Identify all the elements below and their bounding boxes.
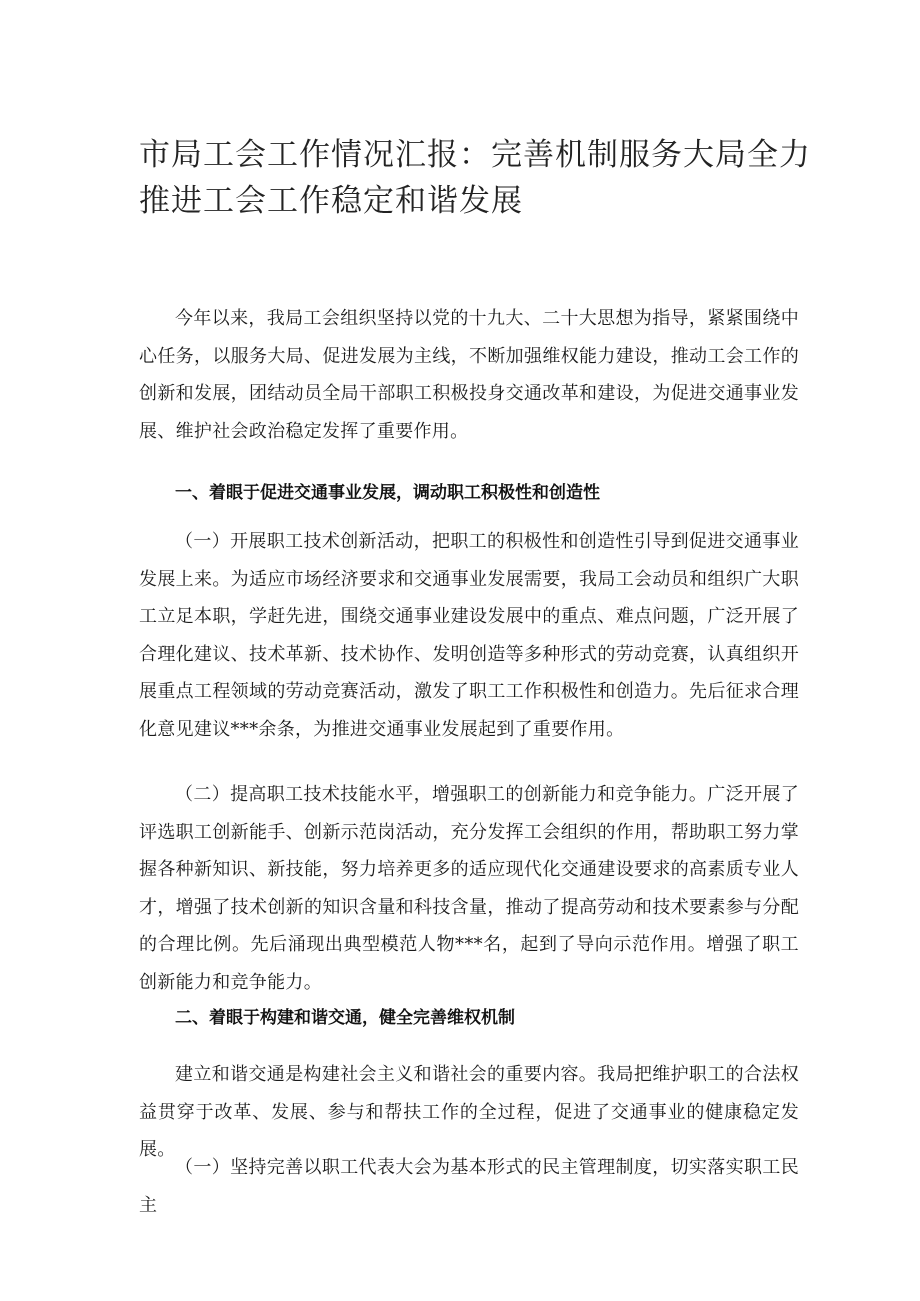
section-1-item-2: （二）提高职工技术技能水平，增强职工的创新能力和竞争能力。广泛开展了评选职工创新能手、创新示范岗活动，充分发挥工会组织的作用，帮助职工努力掌握各种新知识、新技能，努力培养更多的适应现代化交通建设要求的高素质专业人才，增强了技术创新的知识含量和科技含量，推动了提高劳动和技术要素参与分配的合理比例。先后涌现出典型模范人物***名，起到了导向示范作用。增强了职工创新能力和竞争能力。: [139, 784, 799, 993]
section-2-item-1: （一）坚持完善以职工代表大会为基本形式的民主管理制度，切实落实职工民主: [139, 1157, 799, 1216]
section-2-heading: 二、着眼于构建和谐交通，健全完善维权机制: [175, 1008, 515, 1028]
document-title: 市局工会工作情况汇报：完善机制服务大局全力推进工会工作稳定和谐发展: [139, 137, 811, 219]
section-1-heading: 一、着眼于促进交通事业发展，调动职工积极性和创造性: [175, 483, 600, 503]
section-2-intro: 建立和谐交通是构建社会主义和谐社会的重要内容。我局把维护职工的合法权益贯穿于改革、发展、参与和帮扶工作的全过程，促进了交通事业的健康稳定发展。: [139, 1064, 799, 1161]
section-1-item-1: （一）开展职工技术创新活动，把职工的积极性和创造性引导到促进交通事业发展上来。为适应市场经济要求和交通事业发展需要，我局工会动员和组织广大职工立足本职，学赶先进，围绕交通事业建设发展中的重点、难点问题，广泛开展了合理化建议、技术革新、技术协作、发明创造等多种形式的劳动竞赛，认真组织开展重点工程领域的劳动竞赛活动，激发了职工工作积极性和创造力。先后征求合理化意见建议***余条，为推进交通事业发展起到了重要作用。: [139, 531, 799, 740]
intro-paragraph: 今年以来，我局工会组织坚持以党的十九大、二十大思想为指导，紧紧围绕中心任务，以服务大局、促进发展为主线，不断加强维权能力建设，推动工会工作的创新和发展，团结动员全局干部职工积极投身交通改革和建设，为促进交通事业发展、维护社会政治稳定发挥了重要作用。: [139, 308, 799, 442]
